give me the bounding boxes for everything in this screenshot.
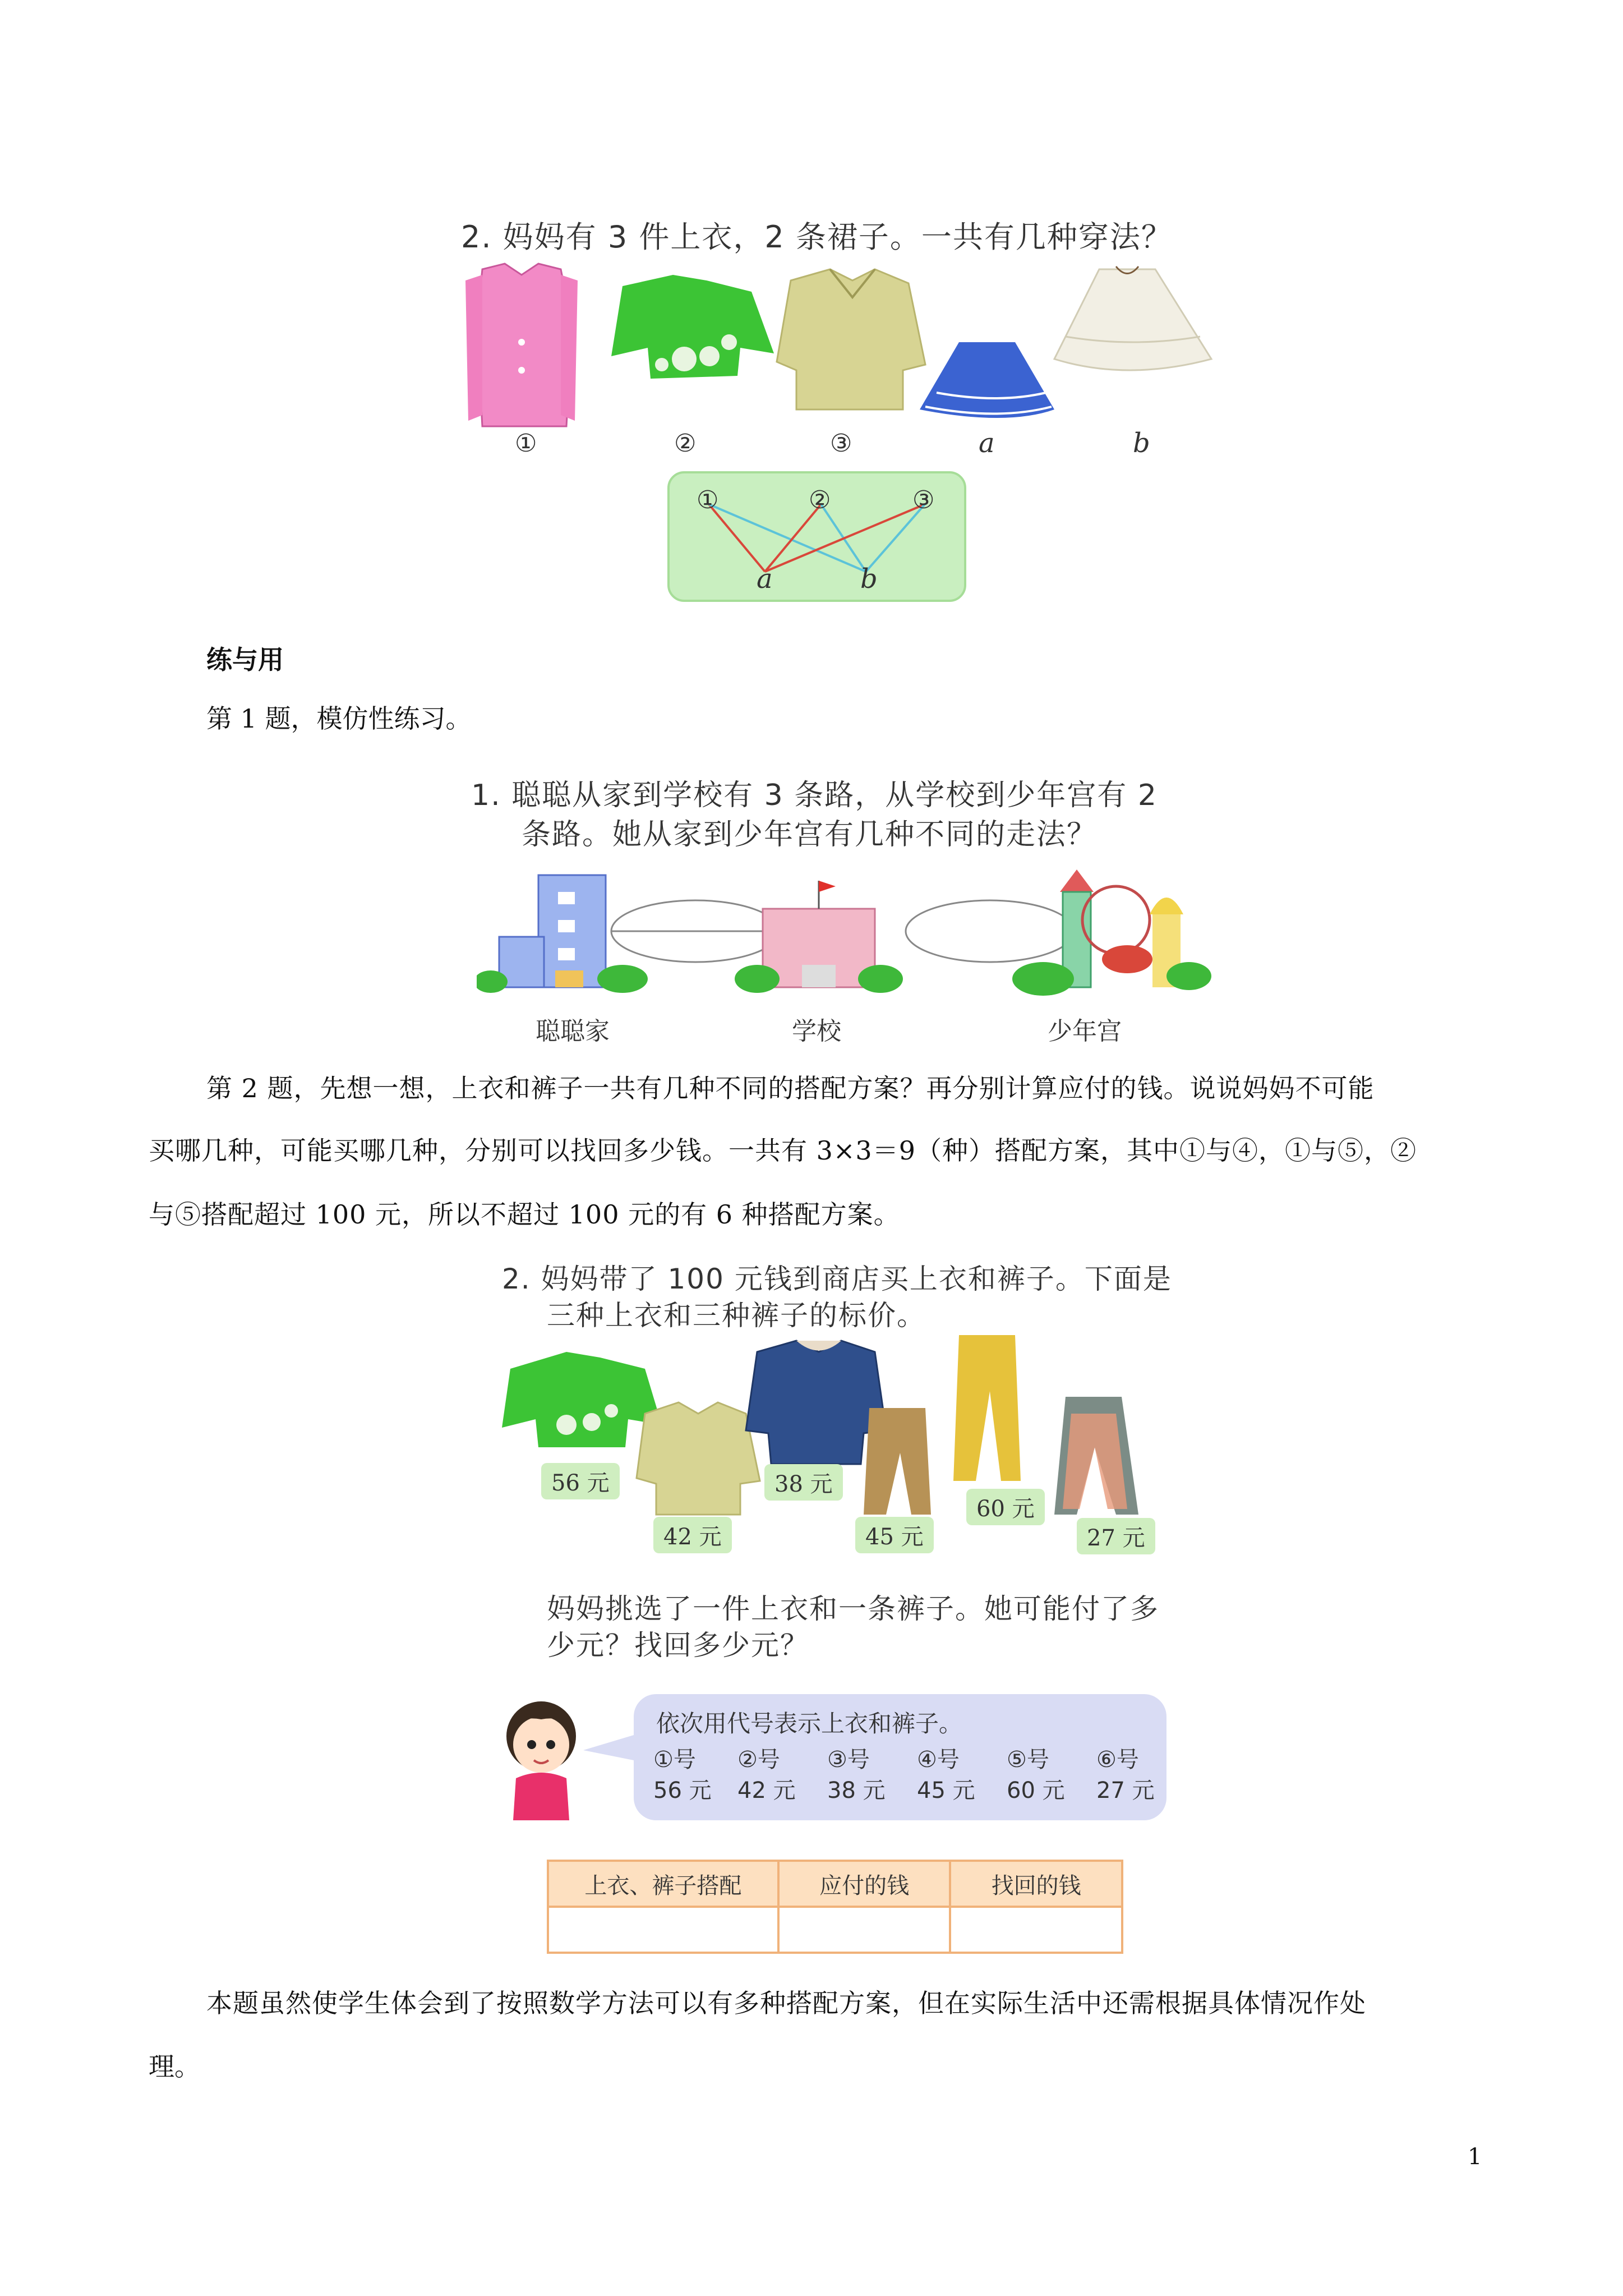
beige-jacket-icon	[777, 269, 925, 409]
problem1-line1: 1. 聪聪从家到学校有 3 条路，从学校到少年宫有 2	[471, 779, 1158, 812]
code-2: ②号	[737, 1747, 780, 1773]
label-sweater-2: ②	[674, 429, 697, 458]
pink-coat-icon	[465, 264, 578, 426]
label-skirt-a: a	[979, 427, 995, 459]
code-price-4: 45 元	[917, 1778, 975, 1803]
price-tag-jeans: 27 元	[1077, 1518, 1155, 1554]
diagram-node-1: ①	[697, 486, 719, 514]
diagram-node-2: ②	[809, 486, 831, 514]
table-header-change: 找回的钱	[991, 1872, 1081, 1899]
white-skirt-icon	[1054, 266, 1211, 370]
girl-avatar	[499, 1694, 583, 1823]
q1-intro: 第 1 题，模仿性练习。	[206, 703, 472, 734]
label-coat-1: ①	[515, 429, 537, 458]
code-price-1: 56 元	[653, 1778, 712, 1803]
code-price-2: 42 元	[737, 1778, 796, 1803]
green-sweater-icon	[502, 1352, 662, 1447]
table-cell-change[interactable]	[951, 1908, 1121, 1952]
q2-intro-line3: 与⑤搭配超过 100 元，所以不超过 100 元的有 6 种搭配方案。	[149, 1199, 900, 1230]
diagram-node-b: b	[860, 563, 878, 595]
problem1-line2: 条路。她从家到少年宫有几种不同的走法？	[522, 818, 1098, 852]
place-home: 聪聪家	[536, 1017, 610, 1046]
price-tag-yellow-pants: 60 元	[966, 1489, 1045, 1525]
green-sweater-icon	[611, 275, 774, 379]
problem2-ask-line1: 妈妈挑选了一件上衣和一条裤子。她可能付了多	[547, 1593, 1159, 1625]
q2-intro-line2: 买哪几种，可能买哪几种，分别可以找回多少钱。一共有 3×3＝9（种）搭配方案，其中①与④，①与⑤，②	[149, 1135, 1417, 1166]
table-header-combo: 上衣、裤子搭配	[549, 1862, 780, 1906]
diagram-node-3: ③	[912, 486, 935, 514]
blue-skirt-icon	[920, 342, 1054, 418]
beige-jacket-icon	[637, 1402, 760, 1515]
code-6: ⑥号	[1096, 1747, 1139, 1773]
problem-top-question: 2. 妈妈有 3 件上衣，2 条裙子。一共有几种穿法？	[461, 219, 1173, 255]
hint-speech-bubble	[634, 1694, 1166, 1820]
table-cell-combo[interactable]	[549, 1908, 780, 1952]
yellow-pants-icon	[953, 1335, 1021, 1481]
section-heading: 练与用	[206, 645, 284, 675]
code-price-3: 38 元	[827, 1778, 886, 1803]
brown-pants-icon	[864, 1408, 931, 1515]
place-school: 学校	[792, 1017, 841, 1046]
price-tag-denim: 38 元	[764, 1464, 843, 1501]
code-3: ③号	[827, 1747, 870, 1773]
diagram-node-a: a	[757, 563, 773, 595]
code-5: ⑤号	[1007, 1747, 1049, 1773]
label-jacket-3: ③	[830, 429, 852, 458]
closing-line2: 理。	[149, 2051, 200, 2082]
matching-diagram	[667, 471, 966, 602]
home-building-icon	[477, 875, 648, 993]
price-tag-sweater: 56 元	[541, 1463, 620, 1499]
bubble-title: 依次用代号表示上衣和裤子。	[656, 1710, 963, 1737]
label-skirt-b: b	[1133, 427, 1150, 459]
code-price-5: 60 元	[1007, 1778, 1065, 1803]
gray-jeans-icon	[1054, 1397, 1138, 1515]
denim-jacket-icon	[746, 1341, 886, 1464]
table-header-pay: 应付的钱	[780, 1862, 952, 1906]
q2-intro-line1: 第 2 题，先想一想，上衣和裤子一共有几种不同的搭配方案？再分别计算应付的钱。说说妈妈不可能	[206, 1073, 1375, 1103]
closing-line1: 本题虽然使学生体会到了按照数学方法可以有多种搭配方案，但在实际生活中还需根据具体情况作处	[206, 1988, 1366, 2018]
problem2-line2: 三种上衣和三种裤子的标价。	[547, 1299, 926, 1332]
table-cell-pay[interactable]	[780, 1908, 952, 1952]
code-1: ①号	[653, 1747, 696, 1773]
clothes-illustration	[460, 258, 1234, 449]
code-price-6: 27 元	[1096, 1778, 1155, 1803]
page-number: 1	[1468, 2144, 1482, 2170]
price-tag-brown-pants: 45 元	[855, 1517, 934, 1553]
youth-palace-icon	[1012, 869, 1211, 996]
code-4: ④号	[917, 1747, 960, 1773]
bubble-tail	[583, 1728, 639, 1767]
price-tag-jacket: 42 元	[653, 1517, 732, 1553]
problem2-ask-line2: 少元？找回多少元？	[547, 1629, 809, 1662]
place-youth-palace: 少年宫	[1048, 1017, 1122, 1046]
problem2-line1: 2. 妈妈带了 100 元钱到商店买上衣和裤子。下面是	[502, 1263, 1172, 1295]
answer-table	[547, 1860, 1123, 1954]
school-building-icon	[735, 881, 903, 993]
routes-illustration	[477, 869, 1211, 999]
